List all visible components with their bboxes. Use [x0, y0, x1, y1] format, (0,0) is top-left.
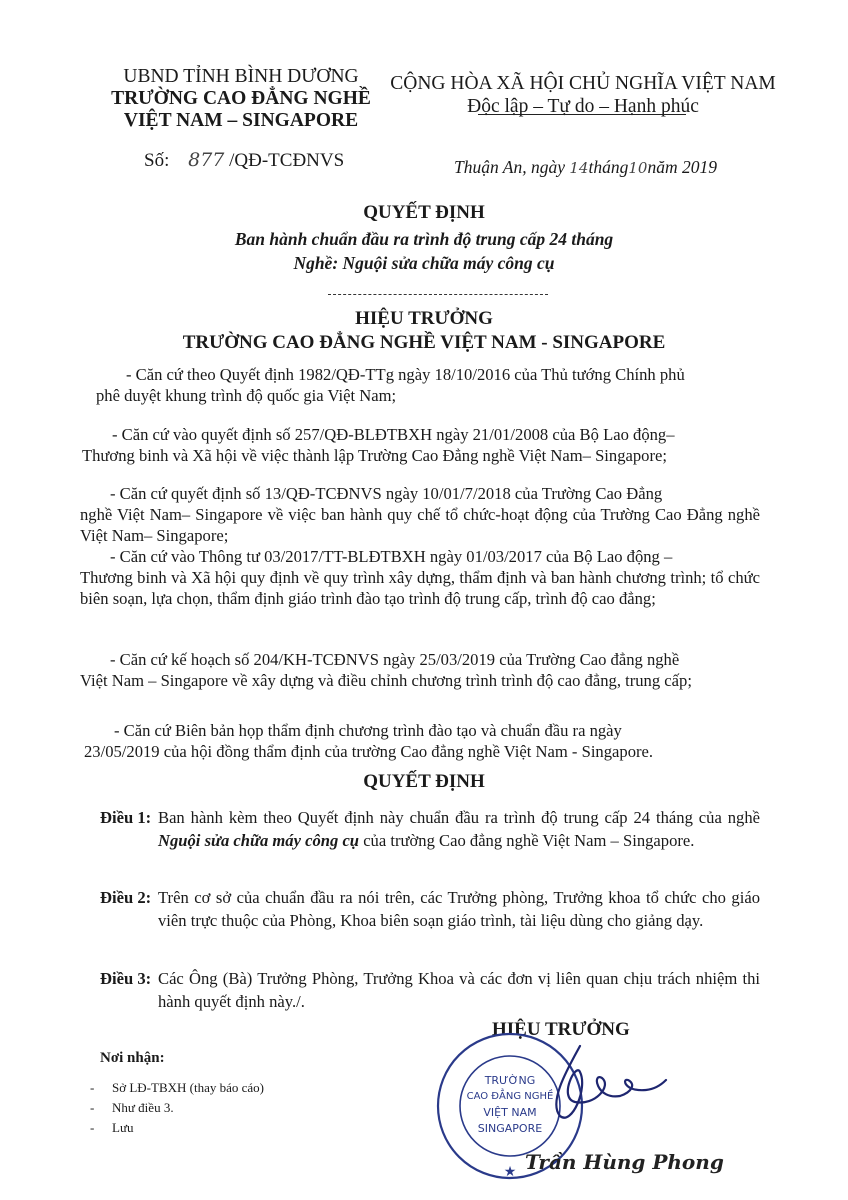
document-occupation: Nghề: Nguội sửa chữa máy công cụ: [293, 253, 555, 273]
motto-line: Độc lập – Tự do – Hạnh phúc: [467, 96, 699, 117]
article-2-label: Điều 2:: [100, 888, 152, 907]
country-name: CỘNG HÒA XÃ HỘI CHỦ NGHĨA VIỆT NAM: [390, 73, 776, 94]
recipient-item: - Như điều 3.: [90, 1098, 350, 1118]
date-prefix: Thuận An, ngày: [454, 157, 565, 177]
authority-school: TRƯỜNG CAO ĐẲNG NGHỀ VIỆT NAM - SINGAPORE: [182, 332, 666, 353]
legal-basis-1: - Căn cứ theo Quyết định 1982/QĐ-TTg ngày 18/10/2016 của Thủ tướng Chính phủ phê duyệt khung trình độ quốc gia Việt Nam;: [96, 365, 685, 405]
date-month-label: tháng: [588, 157, 629, 177]
document-subject: Ban hành chuẩn đầu ra trình độ trung cấp 24 tháng: [234, 229, 614, 249]
legal-basis-2: - Căn cứ vào quyết định số 257/QĐ-BLĐTBXH ngày 21/01/2008 của Bộ Lao động– Thương binh và Xã hội về việc thành lập Trường Cao Đẳng nghề Việt Nam– Singapore;: [82, 425, 675, 465]
legal-basis-3: - Căn cứ quyết định số 13/QĐ-TCĐNVS ngày 10/01/7/2018 của Trường Cao Đẳng nghề Việt Nam– Singapore về việc ban hành quy chế tổ chức-hoạt động của Trường Cao Đẳng nghề Việt Nam– Singapore;: [80, 484, 760, 545]
signer-title: HIỆU TRƯỞNG: [492, 1019, 630, 1040]
authority-title: HIỆU TRƯỞNG: [355, 308, 493, 329]
number-suffix: /QĐ-TCĐNVS: [229, 150, 345, 171]
issuer-block: [96, 66, 386, 132]
legal-basis-6: - Căn cứ Biên bản họp thẩm định chương trình đào tạo và chuẩn đầu ra ngày 23/05/2019 của hội đồng thẩm định của trường Cao đẳng nghề Việt Nam - Singapore.: [84, 721, 654, 761]
number-handwritten: 877: [188, 149, 225, 171]
document-type: QUYẾT ĐỊNH: [363, 202, 485, 223]
signature-stroke: [556, 1046, 666, 1118]
seal-text-3: VIỆT NAM: [483, 1106, 537, 1119]
seal-text-1: TRƯỜNG: [484, 1074, 536, 1087]
article-3-label: Điều 3:: [100, 969, 152, 988]
article-2: Điều 2: Trên cơ sở của chuẩn đầu ra nói trên, các Trưởng phòng, Trưởng khoa tổ chức cho giáo viên trực thuộc của Phòng, Khoa biên soạn giáo trình, tài liệu dùng cho giảng dạy.: [100, 888, 760, 930]
recipients-heading: Nơi nhận:: [100, 1050, 165, 1066]
title-block: [100, 201, 748, 275]
article-1: Điều 1: Ban hành kèm theo Quyết định này chuẩn đầu ra trình độ trung cấp 24 tháng của nghề Nguội sửa chữa máy công cụ của trường Cao đẳng nghề Việt Nam – Singapore.: [100, 808, 760, 850]
recipient-item: - Lưu: [90, 1118, 350, 1138]
recipient-item: - Sở LĐ-TBXH (thay báo cáo): [90, 1078, 350, 1098]
date-year: năm 2019: [647, 157, 717, 177]
occupation-name: Nguội sửa chữa máy công cụ: [158, 830, 360, 850]
seal-star: ★: [503, 1164, 517, 1180]
national-motto: [378, 73, 788, 118]
date-month: 10: [628, 159, 648, 177]
recipients-list: [90, 1078, 350, 1138]
document-number: [144, 148, 374, 173]
date-day: 14: [569, 159, 589, 177]
issue-date: [454, 155, 754, 180]
article-1-label: Điều 1:: [100, 808, 152, 827]
article-3: Điều 3: Các Ông (Bà) Trưởng Phòng, Trưởng Khoa và các đơn vị liên quan chịu trách nhiệm thi hành quyết định này./.: [100, 969, 760, 1011]
motto-underline: [478, 114, 686, 115]
issuer-school-line2: VIỆT NAM – SINGAPORE: [123, 110, 359, 131]
seal-text-4: SINGAPORE: [477, 1122, 543, 1135]
decision-heading: QUYẾT ĐỊNH: [363, 771, 485, 792]
number-label: Số:: [144, 150, 170, 171]
seal-text-2: CAO ĐẲNG NGHỀ: [466, 1091, 554, 1102]
legal-basis-5: - Căn cứ kế hoạch số 204/KH-TCĐNVS ngày 25/03/2019 của Trường Cao đẳng nghề Việt Nam – Singapore về xây dựng và điều chỉnh chương trình trình độ cao đẳng, trung cấp;: [80, 650, 692, 690]
title-divider: [328, 294, 548, 295]
authority-block: [100, 307, 748, 355]
issuer-school-line1: TRƯỜNG CAO ĐẲNG NGHỀ: [111, 88, 371, 109]
signer-name: Trần Hùng Phong: [525, 1150, 724, 1174]
issuer-province: UBND TỈNH BÌNH DƯƠNG: [123, 66, 359, 87]
legal-basis-4: - Căn cứ vào Thông tư 03/2017/TT-BLĐTBXH ngày 01/03/2017 của Bộ Lao động – Thương binh và Xã hội quy định về quy trình xây dựng, thẩm định và ban hành chương trình; tổ chức biên soạn, lựa chọn, thẩm định giáo trình đào tạo trình độ trung cấp, trình độ cao đẳng;: [80, 547, 760, 608]
